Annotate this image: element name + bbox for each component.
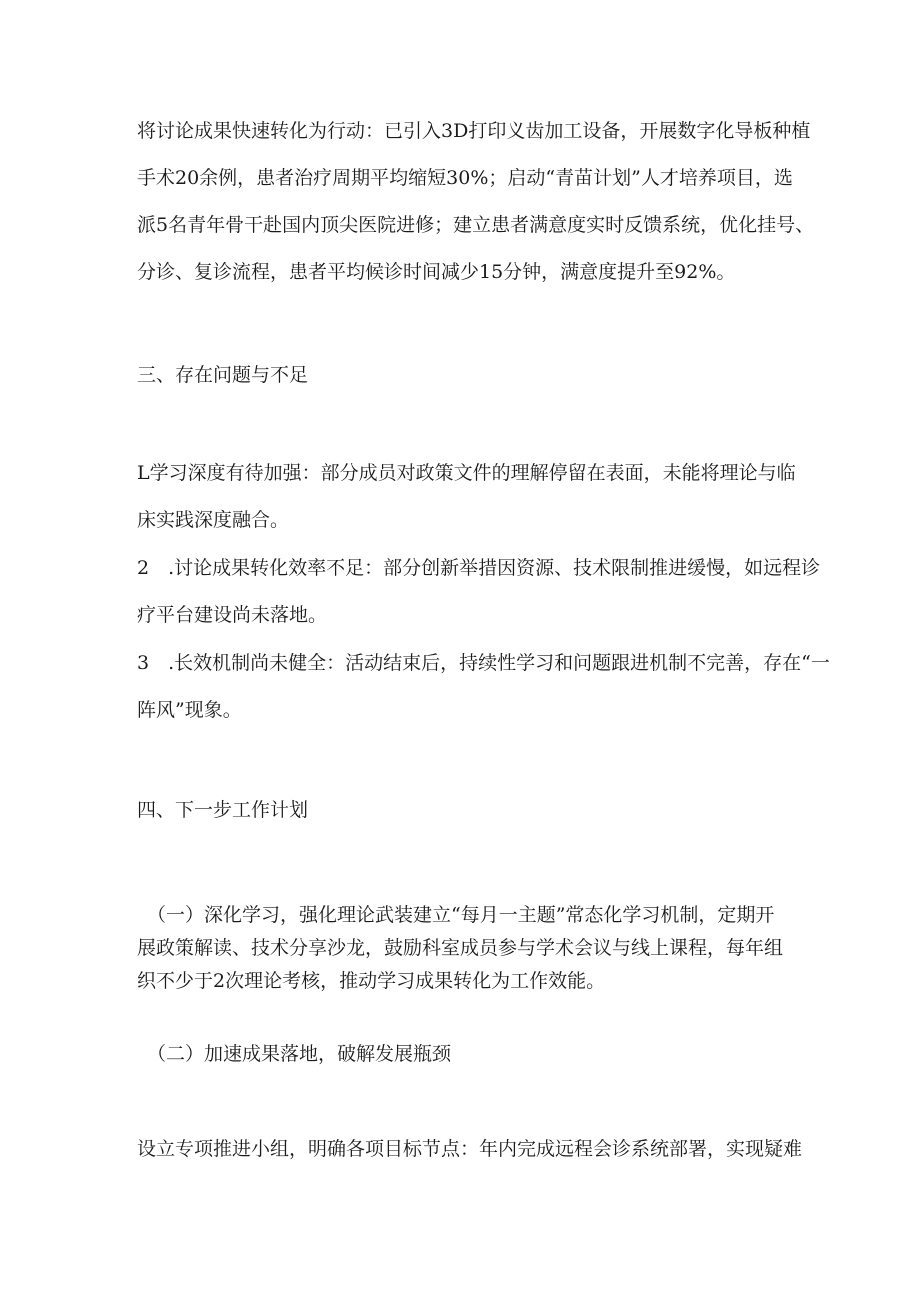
text-line: 手术20余例，患者治疗周期平均缩短30%；启动“青苗计划”人才培养项目，选 xyxy=(137,167,793,189)
text-line: 床实践深度融合。 xyxy=(137,509,290,531)
text-line: L学习深度有待加强：部分成员对政策文件的理解停留在表面，未能将理论与临 xyxy=(137,462,796,484)
text-line: 疗平台建设尚未落地。 xyxy=(137,604,328,626)
section-4-heading: 四、下一步工作计划 xyxy=(137,799,309,821)
text-line: 织不少于2次理论考核，推动学习成果转化为工作效能。 xyxy=(137,970,606,992)
text-line: （一）深化学习，强化理论武装建立“每月一主题”常态化学习机制，定期开 xyxy=(147,904,775,926)
intro-paragraph xyxy=(137,108,815,296)
plan-1-paragraph xyxy=(137,899,797,998)
text-line: 设立专项推进小组，明确各项目标节点：年内完成远程会诊系统部署，实现疑难 xyxy=(137,1138,803,1160)
text-line: 阵风”现象。 xyxy=(137,699,242,721)
text-line: 派5名青年骨干赴国内顶尖医院进修；建立患者满意度实时反馈系统，优化挂号、 xyxy=(137,214,815,236)
text-line: 展政策解读、技术分享沙龙，鼓励科室成员参与学术会议与线上课程，每年组 xyxy=(137,937,784,959)
text-line: 3 .长效机制尚未健全：活动结束后，持续性学习和问题跟进机制不完善，存在“一 xyxy=(137,652,830,674)
section-3-heading: 三、存在问题与不足 xyxy=(137,364,309,386)
issue-2-paragraph xyxy=(137,545,821,639)
issue-3-paragraph xyxy=(137,640,830,734)
issue-1-paragraph xyxy=(137,450,797,544)
plan-2-paragraph xyxy=(137,1134,803,1164)
text-line: 将讨论成果快速转化为行动：已引入3D打印义齿加工设备，开展数字化导板种植 xyxy=(137,120,811,142)
text-line: 2 .讨论成果转化效率不足：部分创新举措因资源、技术限制推进缓慢，如远程诊 xyxy=(137,557,821,579)
plan-2-heading: （二）加速成果落地，破解发展瓶颈 xyxy=(147,1043,452,1065)
text-line: 分诊、复诊流程，患者平均候诊时间减少15分钟，满意度提升至92%。 xyxy=(137,261,736,283)
